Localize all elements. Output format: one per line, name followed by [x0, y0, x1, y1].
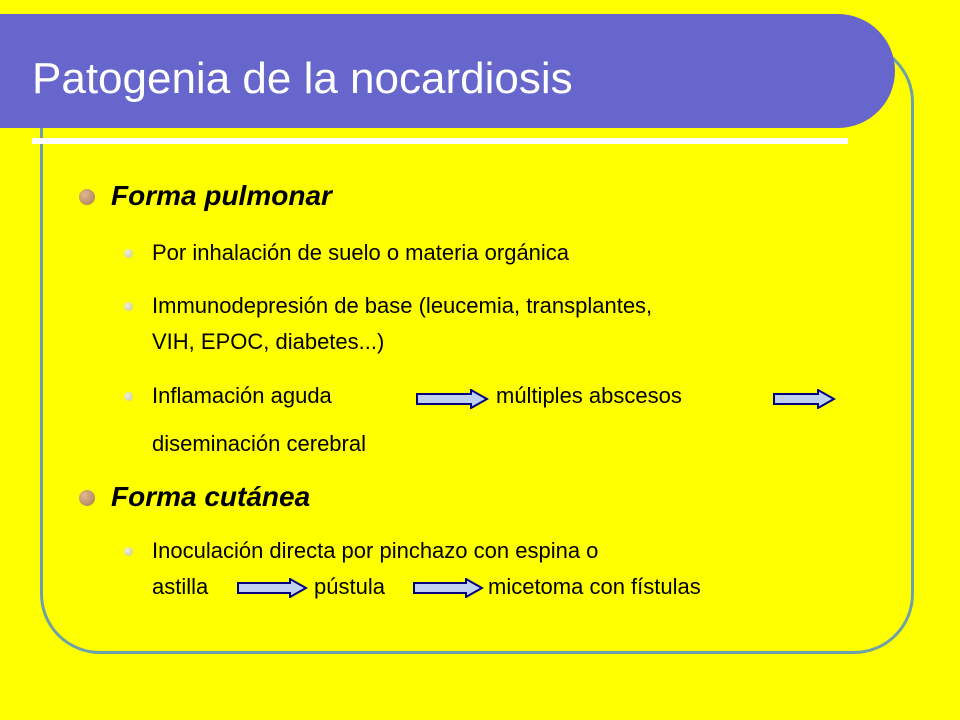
list-item-line: Immunodepresión de base (leucemia, transplantes, — [152, 293, 653, 318]
right-arrow-icon — [772, 389, 836, 409]
list-item-text: astilla — [152, 574, 209, 599]
list-item-text: micetoma con fístulas — [488, 574, 701, 599]
bullet-icon — [79, 490, 95, 506]
list-item-text: Inflamación aguda — [152, 383, 332, 408]
bullet-icon — [124, 547, 133, 556]
right-arrow-icon — [412, 578, 484, 598]
list-item-line: Inoculación directa por pinchazo con espina o — [152, 538, 599, 563]
list-item-text: múltiples abscesos — [496, 383, 682, 408]
bullet-icon — [124, 302, 133, 311]
right-arrow-icon — [236, 578, 308, 598]
bullet-icon — [124, 392, 133, 401]
bullet-icon — [79, 189, 95, 205]
list-item-text: pústula — [314, 574, 385, 599]
bullet-icon — [124, 249, 133, 258]
list-item-text: diseminación cerebral — [152, 431, 366, 456]
slide-title: Patogenia de la nocardiosis — [32, 54, 573, 103]
list-item: Por inhalación de suelo o materia orgánica — [152, 240, 570, 265]
list-item-line: VIH, EPOC, diabetes...) — [152, 329, 385, 354]
section-heading-pulmonar: Forma pulmonar — [111, 180, 332, 211]
right-arrow-icon — [415, 389, 489, 409]
section-heading-cutanea: Forma cutánea — [111, 481, 311, 512]
